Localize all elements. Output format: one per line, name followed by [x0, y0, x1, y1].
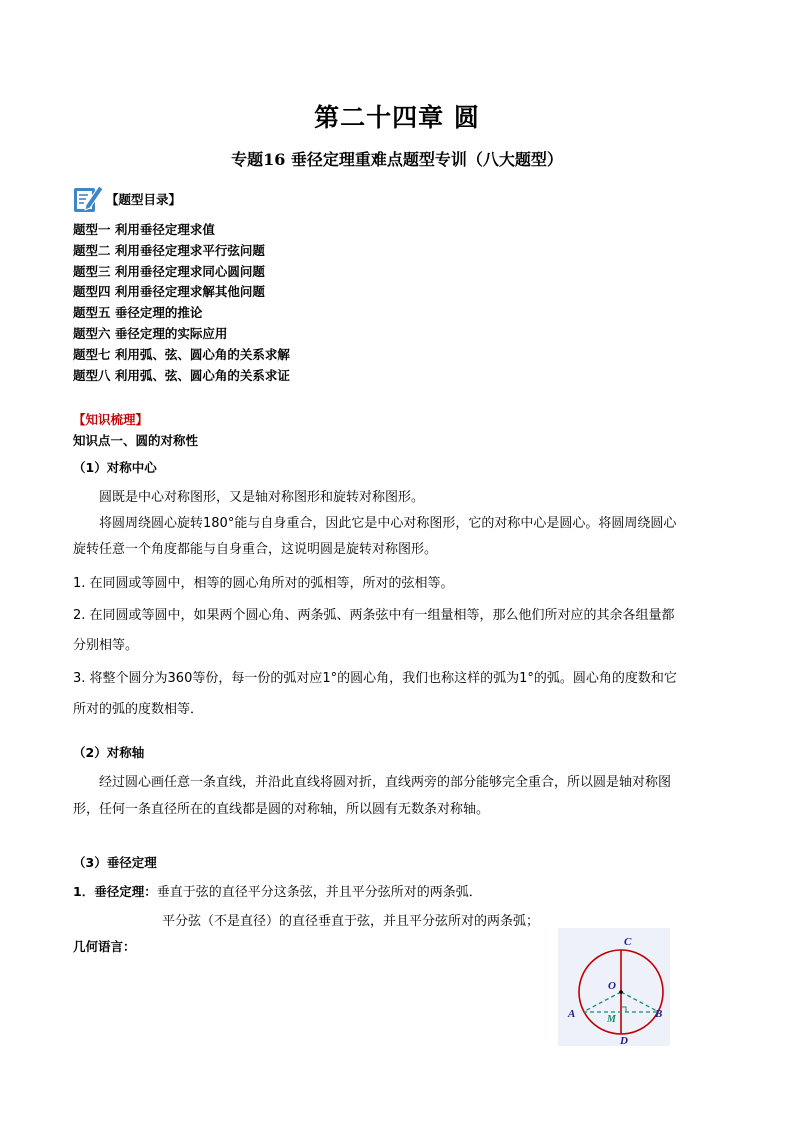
label-d: D: [620, 1035, 628, 1046]
toc-item[interactable]: 题型六 垂径定理的实际应用: [73, 325, 228, 341]
paragraph: 将圆周绕圆心旋转180°能与自身重合，因此它是中心对称图形，它的对称中心是圆心。将圆周绕圆心: [99, 516, 677, 531]
center-point: [619, 990, 623, 994]
label-b: B: [655, 1008, 663, 1020]
page-subtitle: 专题16 垂径定理重难点题型专训（八大题型）: [231, 150, 563, 169]
toc-item[interactable]: 题型五 垂径定理的推论: [73, 305, 203, 321]
toc-item[interactable]: 题型一 利用垂径定理求值: [73, 222, 215, 237]
knowledge-heading: 【知识梳理】: [73, 412, 149, 427]
paragraph: 经过圆心画任意一条直线，并沿此直线将圆对折，直线两旁的部分能够完全重合，所以圆是轴对称图: [99, 775, 672, 790]
notepad-pencil-icon: [72, 183, 104, 215]
toc-item[interactable]: 题型三 利用垂径定理求同心圆问题: [73, 263, 265, 279]
label-m: M: [607, 1014, 616, 1025]
corollary-text: 平分弦（不是直径）的直径垂直于弦，并且平分弦所对的两条弧；: [162, 914, 540, 929]
toc-list: [73, 220, 290, 386]
theorem-line: [73, 881, 482, 900]
paragraph: 旋转任意一个角度都能与自身重合，这说明圆是旋转对称图形。: [73, 542, 438, 557]
theorem-text: 垂直于弦的直径平分这条弦，并且平分弦所对的两条弧．: [156, 885, 482, 900]
toc-item[interactable]: 题型四 利用垂径定理求解其他问题: [73, 284, 265, 300]
knowledge-point-title: 知识点一、圆的对称性: [73, 433, 199, 448]
toc-item[interactable]: 题型二 利用垂径定理求平行弦问题: [73, 242, 265, 258]
chapter-title: 第二十四章 圆: [314, 103, 480, 132]
list-item: 分别相等。: [73, 638, 139, 653]
radius-ob: [621, 992, 659, 1012]
section-title-axis: （2）对称轴: [73, 745, 145, 760]
label-o: O: [608, 980, 616, 992]
toc-item[interactable]: 题型八 利用弧、弦、圆心角的关系求证: [73, 367, 290, 383]
label-a: A: [568, 1008, 576, 1020]
section-title-theorem: （3）垂径定理: [73, 855, 157, 870]
theorem-label: 1．垂径定理：: [73, 884, 157, 899]
list-item: 1. 在同圆或等圆中，相等的圆心角所对的弧相等，所对的弦相等。: [73, 576, 454, 591]
toc-heading: 【题型目录】: [106, 192, 182, 207]
toc-item[interactable]: 题型七 利用弧、弦、圆心角的关系求解: [73, 346, 290, 362]
paragraph: 形，任何一条直径所在的直线都是圆的对称轴，所以圆有无数条对称轴。: [73, 802, 490, 817]
radius-oa: [583, 992, 621, 1012]
list-item: 3. 将整个圆分为360等份，每一份的弧对应1°的圆心角，我们也称这样的弧为1°的弧。圆心角的度数和它: [73, 671, 677, 686]
geometry-language-label: 几何语言：: [73, 939, 136, 954]
section-title-center: （1）对称中心: [73, 460, 157, 475]
list-item: 2. 在同圆或等圆中，如果两个圆心角、两条弧、两条弦中有一组量相等，那么他们所对应的其余各组量都: [73, 608, 675, 623]
label-c: C: [624, 936, 632, 948]
list-item: 所对的弧的度数相等．: [73, 702, 204, 717]
paragraph: 圆既是中心对称图形，又是轴对称图形和旋转对称图形。: [99, 490, 425, 505]
perpendicular-diameter-diagram: [558, 928, 670, 1046]
